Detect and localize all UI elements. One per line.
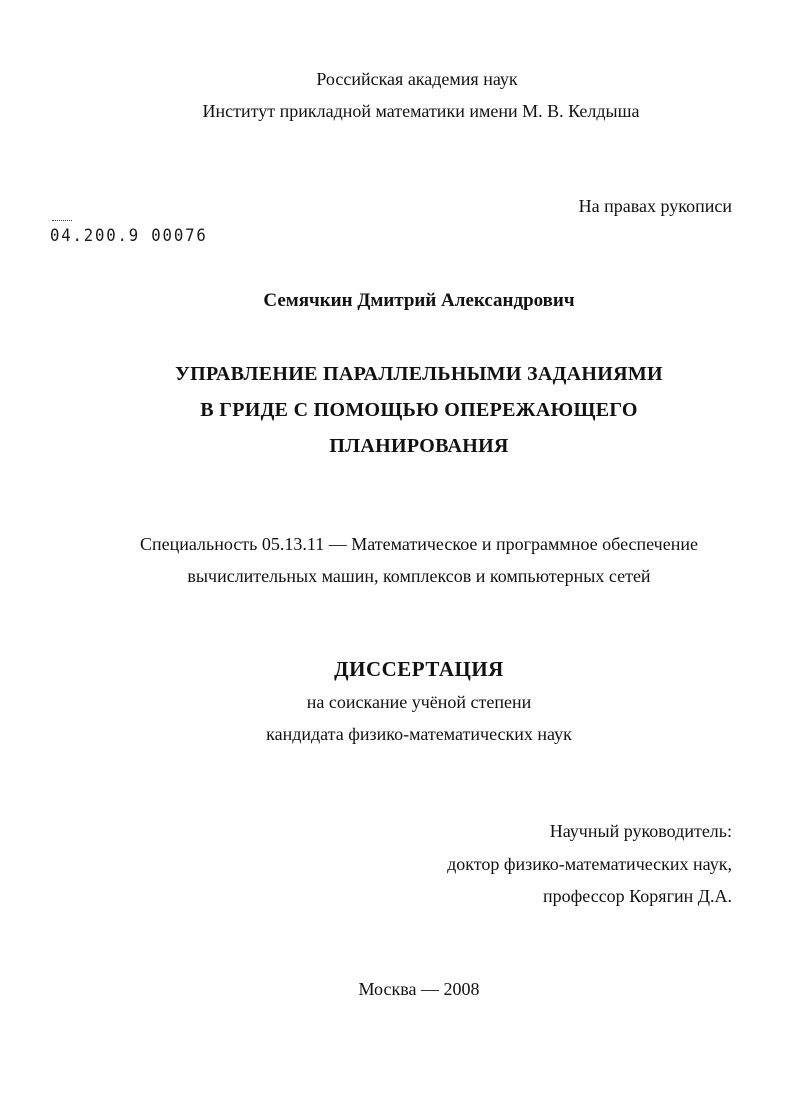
advisor-label: Научный руководитель: xyxy=(549,821,732,841)
institute-name: Институт прикладной математики имени М. В. Келдыша xyxy=(202,101,640,121)
registry-stamp-mark xyxy=(52,220,72,224)
registry-number-stamp: 04.200.9 00076 xyxy=(50,226,208,246)
thesis-title-line: ПЛАНИРОВАНИЯ xyxy=(329,435,509,457)
degree-line: кандидата физико-математических наук xyxy=(266,724,572,744)
advisor-degree: доктор физико-математических наук, xyxy=(447,854,732,874)
author-name: Семячкин Дмитрий Александрович xyxy=(263,290,575,311)
thesis-title-line: УПРАВЛЕНИЕ ПАРАЛЛЕЛЬНЫМИ ЗАДАНИЯМИ xyxy=(175,363,663,385)
city-year: Москва — 2008 xyxy=(358,979,480,999)
organization-name: Российская академия наук xyxy=(316,69,518,89)
manuscript-rights-note: На правах рукописи xyxy=(578,196,732,216)
advisor-name: профессор Корягин Д.А. xyxy=(542,886,732,906)
document-type-heading: ДИССЕРТАЦИЯ xyxy=(334,657,504,681)
degree-line: на соискание учёной степени xyxy=(306,692,532,712)
thesis-title-line: В ГРИДЕ С ПОМОЩЬЮ ОПЕРЕЖАЮЩЕГО xyxy=(200,399,638,421)
specialty-line: вычислительных машин, комплексов и компьютерных сетей xyxy=(187,566,651,586)
specialty-line: Специальность 05.13.11 — Математическое и программное обеспечение xyxy=(140,534,698,554)
